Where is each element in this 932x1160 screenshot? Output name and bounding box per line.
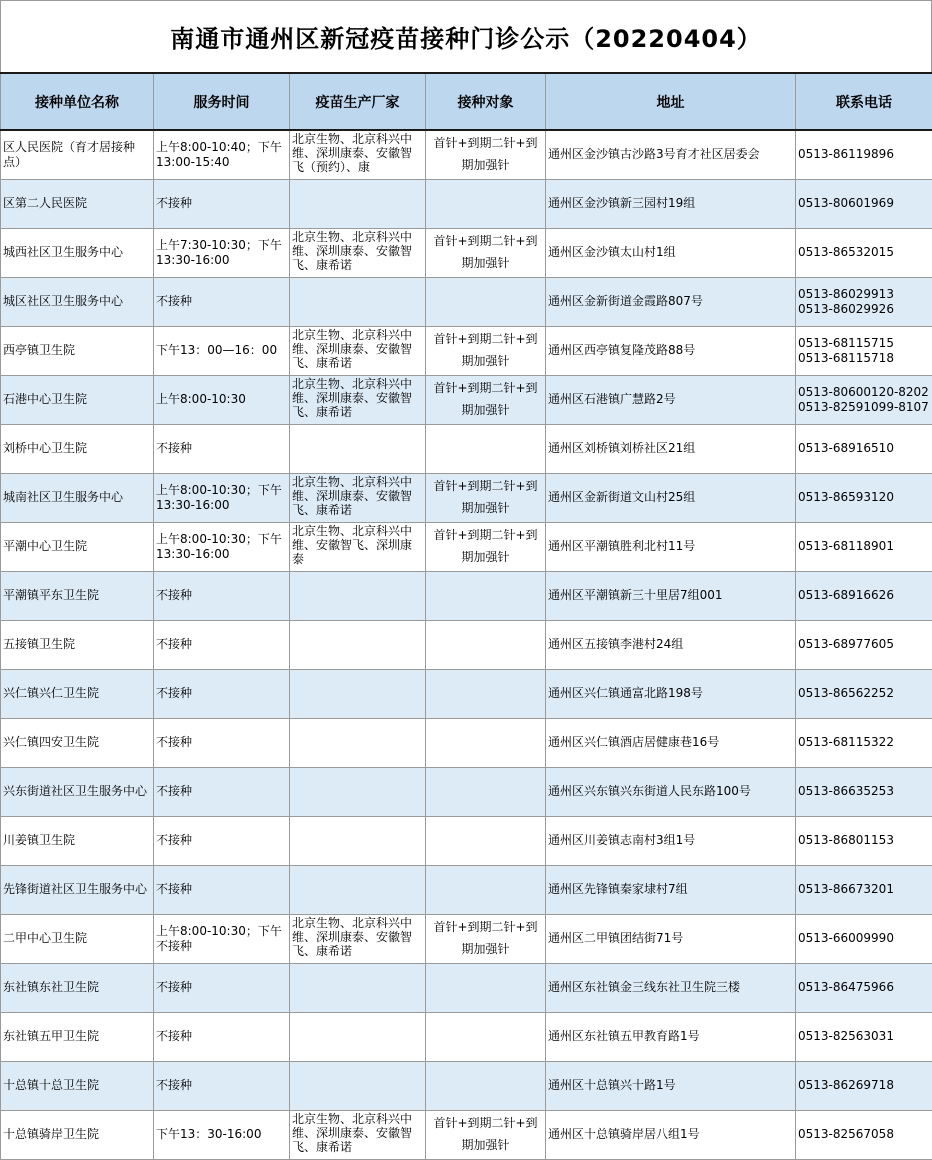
- cell-target: [426, 277, 546, 326]
- cell-manufacturer: 北京生物、北京科兴中维、安徽智飞、深圳康泰: [290, 522, 426, 571]
- cell-phone: 0513-68916510: [796, 424, 932, 473]
- cell-phone: 0513-68916626: [796, 571, 932, 620]
- cell-unit: 十总镇骑岸卫生院: [1, 1110, 154, 1159]
- cell-manufacturer: [290, 963, 426, 1012]
- cell-address: 通州区兴仁镇酒店居健康巷16号: [546, 718, 796, 767]
- cell-target: [426, 179, 546, 228]
- cell-address: 通州区十总镇骑岸居八组1号: [546, 1110, 796, 1159]
- cell-phone: 0513-86269718: [796, 1061, 932, 1110]
- table-row: [1, 326, 932, 375]
- cell-manufacturer: [290, 1012, 426, 1061]
- header-unit: 接种单位名称: [1, 73, 154, 130]
- cell-phone: 0513-86635253: [796, 767, 932, 816]
- cell-phone: 0513-68115322: [796, 718, 932, 767]
- cell-manufacturer: 北京生物、北京科兴中维、深圳康泰、安徽智飞（预约）、康: [290, 130, 426, 179]
- cell-target: [426, 816, 546, 865]
- cell-unit: 区人民医院（育才居接种点）: [1, 130, 154, 179]
- cell-unit: 平潮镇平东卫生院: [1, 571, 154, 620]
- cell-time: 上午8:00-10:40；下午13:00-15:40: [154, 130, 290, 179]
- cell-address: 通州区东社镇五甲教育路1号: [546, 1012, 796, 1061]
- table-row: [1, 669, 932, 718]
- cell-time: 不接种: [154, 277, 290, 326]
- header-phone: 联系电话: [796, 73, 932, 130]
- cell-target: [426, 1012, 546, 1061]
- cell-unit: 西亭镇卫生院: [1, 326, 154, 375]
- cell-unit: 城西社区卫生服务中心: [1, 228, 154, 277]
- cell-address: 通州区二甲镇团结街71号: [546, 914, 796, 963]
- cell-time: 不接种: [154, 571, 290, 620]
- cell-address: 通州区兴仁镇通富北路198号: [546, 669, 796, 718]
- cell-manufacturer: [290, 816, 426, 865]
- cell-time: 下午13：30-16:00: [154, 1110, 290, 1159]
- cell-time: 不接种: [154, 718, 290, 767]
- cell-address: 通州区金新街道文山村25组: [546, 473, 796, 522]
- cell-unit: 东社镇东社卫生院: [1, 963, 154, 1012]
- cell-manufacturer: [290, 179, 426, 228]
- cell-manufacturer: [290, 669, 426, 718]
- page-title: 南通市通州区新冠疫苗接种门诊公示（20220404）: [0, 0, 932, 72]
- table-row: [1, 375, 932, 424]
- table-row: [1, 963, 932, 1012]
- cell-manufacturer: [290, 620, 426, 669]
- cell-unit: 区第二人民医院: [1, 179, 154, 228]
- cell-target: [426, 1061, 546, 1110]
- cell-phone: 0513-86673201: [796, 865, 932, 914]
- header-time: 服务时间: [154, 73, 290, 130]
- cell-address: 通州区兴东镇兴东街道人民东路100号: [546, 767, 796, 816]
- cell-phone: 0513-68115715 0513-68115718: [796, 326, 932, 375]
- cell-manufacturer: 北京生物、北京科兴中维、深圳康泰、安徽智飞、康希诺: [290, 473, 426, 522]
- table-row: [1, 228, 932, 277]
- cell-manufacturer: 北京生物、北京科兴中维、深圳康泰、安徽智飞、康希诺: [290, 326, 426, 375]
- cell-address: 通州区石港镇广慧路2号: [546, 375, 796, 424]
- cell-target: [426, 865, 546, 914]
- cell-time: 不接种: [154, 1061, 290, 1110]
- cell-address: 通州区刘桥镇刘桥社区21组: [546, 424, 796, 473]
- cell-target: 首针+到期二针+到期加强针: [426, 326, 546, 375]
- cell-unit: 东社镇五甲卫生院: [1, 1012, 154, 1061]
- cell-address: 通州区金新街道金霞路807号: [546, 277, 796, 326]
- table-row: [1, 1012, 932, 1061]
- cell-manufacturer: 北京生物、北京科兴中维、深圳康泰、安徽智飞、康希诺: [290, 1110, 426, 1159]
- cell-target: [426, 424, 546, 473]
- cell-unit: 五接镇卫生院: [1, 620, 154, 669]
- table-row: [1, 767, 932, 816]
- cell-phone: 0513-68977605: [796, 620, 932, 669]
- cell-phone: 0513-86119896: [796, 130, 932, 179]
- cell-time: 上午8:00-10:30；下午不接种: [154, 914, 290, 963]
- cell-time: 不接种: [154, 963, 290, 1012]
- table-row: [1, 865, 932, 914]
- cell-unit: 先锋街道社区卫生服务中心: [1, 865, 154, 914]
- cell-time: 不接种: [154, 816, 290, 865]
- cell-time: 上午8:00-10:30；下午13:30-16:00: [154, 473, 290, 522]
- cell-manufacturer: [290, 767, 426, 816]
- cell-time: 不接种: [154, 179, 290, 228]
- cell-time: 不接种: [154, 1012, 290, 1061]
- cell-target: [426, 767, 546, 816]
- cell-address: 通州区先锋镇秦家埭村7组: [546, 865, 796, 914]
- cell-phone: 0513-68118901: [796, 522, 932, 571]
- table-row: [1, 718, 932, 767]
- cell-time: 下午13：00—16：00: [154, 326, 290, 375]
- table-row: [1, 277, 932, 326]
- table-row: [1, 620, 932, 669]
- cell-phone: 0513-86593120: [796, 473, 932, 522]
- cell-unit: 兴仁镇兴仁卫生院: [1, 669, 154, 718]
- clinic-table: [0, 72, 932, 1160]
- cell-manufacturer: [290, 1061, 426, 1110]
- cell-target: 首针+到期二针+到期加强针: [426, 914, 546, 963]
- cell-target: [426, 620, 546, 669]
- cell-time: 不接种: [154, 620, 290, 669]
- cell-unit: 石港中心卫生院: [1, 375, 154, 424]
- cell-target: [426, 963, 546, 1012]
- cell-unit: 平潮中心卫生院: [1, 522, 154, 571]
- cell-time: 不接种: [154, 669, 290, 718]
- cell-address: 通州区东社镇金三线东社卫生院三楼: [546, 963, 796, 1012]
- cell-phone: 0513-82563031: [796, 1012, 932, 1061]
- cell-time: 上午7:30-10:30；下午13:30-16:00: [154, 228, 290, 277]
- cell-manufacturer: [290, 865, 426, 914]
- cell-phone: 0513-86532015: [796, 228, 932, 277]
- cell-target: [426, 718, 546, 767]
- cell-address: 通州区西亭镇复隆茂路88号: [546, 326, 796, 375]
- cell-manufacturer: [290, 571, 426, 620]
- table-row: [1, 424, 932, 473]
- table-header-row: [1, 73, 932, 130]
- cell-manufacturer: [290, 424, 426, 473]
- cell-phone: 0513-86475966: [796, 963, 932, 1012]
- cell-unit: 兴东街道社区卫生服务中心: [1, 767, 154, 816]
- cell-phone: 0513-82567058: [796, 1110, 932, 1159]
- cell-unit: 刘桥中心卫生院: [1, 424, 154, 473]
- table-row: [1, 522, 932, 571]
- table-row: [1, 130, 932, 179]
- cell-manufacturer: 北京生物、北京科兴中维、深圳康泰、安徽智飞、康希诺: [290, 914, 426, 963]
- cell-address: 通州区平潮镇胜利北村11号: [546, 522, 796, 571]
- table-row: [1, 179, 932, 228]
- cell-address: 通州区金沙镇太山村1组: [546, 228, 796, 277]
- cell-manufacturer: [290, 718, 426, 767]
- cell-address: 通州区十总镇兴十路1号: [546, 1061, 796, 1110]
- table-row: [1, 571, 932, 620]
- cell-unit: 十总镇十总卫生院: [1, 1061, 154, 1110]
- cell-unit: 城区社区卫生服务中心: [1, 277, 154, 326]
- cell-target: [426, 571, 546, 620]
- cell-manufacturer: 北京生物、北京科兴中维、深圳康泰、安徽智飞、康希诺: [290, 228, 426, 277]
- cell-unit: 兴仁镇四安卫生院: [1, 718, 154, 767]
- cell-target: 首针+到期二针+到期加强针: [426, 375, 546, 424]
- header-address: 地址: [546, 73, 796, 130]
- cell-manufacturer: 北京生物、北京科兴中维、深圳康泰、安徽智飞、康希诺: [290, 375, 426, 424]
- cell-address: 通州区金沙镇古沙路3号育才社区居委会: [546, 130, 796, 179]
- table-row: [1, 914, 932, 963]
- cell-target: 首针+到期二针+到期加强针: [426, 473, 546, 522]
- cell-unit: 二甲中心卫生院: [1, 914, 154, 963]
- header-manufacturer: 疫苗生产厂家: [290, 73, 426, 130]
- cell-unit: 城南社区卫生服务中心: [1, 473, 154, 522]
- header-target: 接种对象: [426, 73, 546, 130]
- cell-manufacturer: [290, 277, 426, 326]
- cell-unit: 川姜镇卫生院: [1, 816, 154, 865]
- cell-address: 通州区金沙镇新三园村19组: [546, 179, 796, 228]
- table-row: [1, 473, 932, 522]
- cell-phone: 0513-86029913 0513-86029926: [796, 277, 932, 326]
- cell-phone: 0513-80601969: [796, 179, 932, 228]
- cell-phone: 0513-66009990: [796, 914, 932, 963]
- cell-time: 不接种: [154, 424, 290, 473]
- cell-target: 首针+到期二针+到期加强针: [426, 228, 546, 277]
- table-row: [1, 1061, 932, 1110]
- cell-time: 不接种: [154, 767, 290, 816]
- cell-target: 首针+到期二针+到期加强针: [426, 1110, 546, 1159]
- table-row: [1, 816, 932, 865]
- cell-time: 上午8:00-10:30；下午13:30-16:00: [154, 522, 290, 571]
- cell-time: 不接种: [154, 865, 290, 914]
- cell-target: 首针+到期二针+到期加强针: [426, 130, 546, 179]
- cell-phone: 0513-86801153: [796, 816, 932, 865]
- table-row: [1, 1110, 932, 1159]
- cell-address: 通州区川姜镇志南村3组1号: [546, 816, 796, 865]
- cell-time: 上午8:00-10:30: [154, 375, 290, 424]
- cell-address: 通州区平潮镇新三十里居7组001: [546, 571, 796, 620]
- cell-phone: 0513-80600120-8202 0513-82591099-8107: [796, 375, 932, 424]
- cell-target: 首针+到期二针+到期加强针: [426, 522, 546, 571]
- cell-address: 通州区五接镇李港村24组: [546, 620, 796, 669]
- cell-phone: 0513-86562252: [796, 669, 932, 718]
- cell-target: [426, 669, 546, 718]
